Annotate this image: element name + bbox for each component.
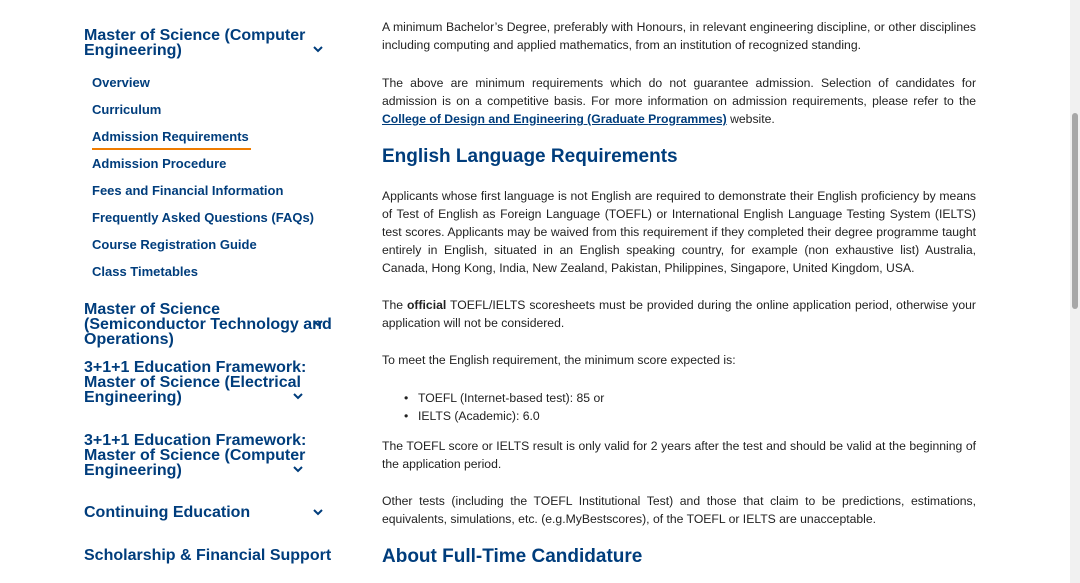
validity-paragraph: The TOEFL score or IELTS result is only valid for 2 years after the test and should be valid at the beginning of the application period. bbox=[382, 439, 976, 471]
english-language-heading: English Language Requirements bbox=[382, 146, 678, 167]
sidebar-section-scholarship[interactable] bbox=[84, 548, 352, 563]
sidebar-section-title: Continuing Education bbox=[84, 504, 251, 521]
official-scoresheets-paragraph: The official TOEFL/IELTS scoresheets must be provided during the online application period, otherwise your application will not be considered. bbox=[382, 298, 976, 330]
score-list bbox=[400, 389, 604, 425]
sidebar-section-title: 3+1+1 Education Framework: Master of Science (Electrical Engineering) bbox=[84, 359, 307, 406]
sidebar-item-admission-procedure[interactable]: Admission Procedure bbox=[92, 156, 227, 171]
sidebar-section-title: Master of Science (Semiconductor Technology and Operations) bbox=[84, 301, 332, 348]
sidebar-item-faqs[interactable]: Frequently Asked Questions (FAQs) bbox=[92, 210, 315, 225]
sidebar-item-fees[interactable]: Fees and Financial Information bbox=[92, 183, 284, 198]
sidebar-section-title: Scholarship & Financial Support bbox=[84, 547, 332, 564]
chevron-down-icon[interactable] bbox=[312, 507, 324, 517]
sidebar-section-msc-computer-engineering[interactable] bbox=[84, 28, 334, 58]
sidebar-section-311-electrical[interactable] bbox=[84, 360, 314, 405]
chevron-down-icon[interactable] bbox=[312, 318, 324, 328]
scrollbar-thumb[interactable] bbox=[1072, 113, 1078, 309]
sidebar-section-msc-semiconductor[interactable] bbox=[84, 302, 334, 347]
sidebar-item-curriculum[interactable]: Curriculum bbox=[92, 102, 162, 117]
other-tests-paragraph: Other tests (including the TOEFL Institutional Test) and those that claim to be predictions, estimations, equivalents, simulations, etc. (e.g.MyBestscores), of the TOEFL or IELTS are unacceptable. bbox=[382, 494, 976, 526]
degree-requirement-paragraph: A minimum Bachelor’s Degree, preferably with Honours, in relevant engineering discipline, or other disciplines including computing and applied mathematics, from an institution of recognized standing. bbox=[382, 20, 976, 52]
list-item: • TOEFL (Internet-based test): 85 or bbox=[400, 389, 604, 407]
sidebar-item-class-timetables[interactable]: Class Timetables bbox=[92, 264, 198, 279]
sidebar-section-title: Master of Science (Computer Engineering) bbox=[84, 27, 306, 59]
chevron-down-icon[interactable] bbox=[292, 464, 304, 474]
minimum-score-paragraph: To meet the English requirement, the minimum score expected is: bbox=[382, 353, 736, 367]
sidebar-section-title: 3+1+1 Education Framework: Master of Science (Computer Engineering) bbox=[84, 432, 307, 479]
sidebar-item-course-registration[interactable]: Course Registration Guide bbox=[92, 237, 257, 252]
full-time-candidature-heading: About Full-Time Candidature bbox=[382, 546, 643, 567]
chevron-down-icon[interactable] bbox=[312, 44, 324, 54]
chevron-down-icon[interactable] bbox=[292, 391, 304, 401]
sidebar-item-admission-requirements[interactable]: Admission Requirements bbox=[92, 129, 249, 144]
minimum-requirements-paragraph: The above are minimum requirements which do not guarantee admission. Selection of candidates for admission is on a competitive basis. For more information on admission requirements, please refer to the College of Design and Engineering (Graduate Programmes) website. bbox=[382, 76, 976, 126]
vertical-scrollbar[interactable] bbox=[1070, 0, 1080, 583]
english-requirement-paragraph: Applicants whose first language is not English are required to demonstrate their English proficiency by means of Test of English as Foreign Language (TOEFL) or International English Language Testing System (IELTS) test scores. Applicants may be waived from this requirement if they completed their degree programme taught entirely in English, situated in an English speaking country, for example (non exhaustive list) Australia, Canada, Hong Kong, India, New Zealand, Pakistan, Philippines, Singapore, United Kingdom, USA. bbox=[382, 189, 976, 275]
sidebar-section-311-computer[interactable] bbox=[84, 433, 314, 478]
cde-graduate-programmes-link[interactable]: College of Design and Engineering (Graduate Programmes) bbox=[382, 112, 727, 126]
list-item: • IELTS (Academic): 6.0 bbox=[400, 407, 604, 425]
sidebar-section-continuing-education[interactable] bbox=[84, 505, 334, 520]
sidebar-item-overview[interactable]: Overview bbox=[92, 75, 150, 90]
